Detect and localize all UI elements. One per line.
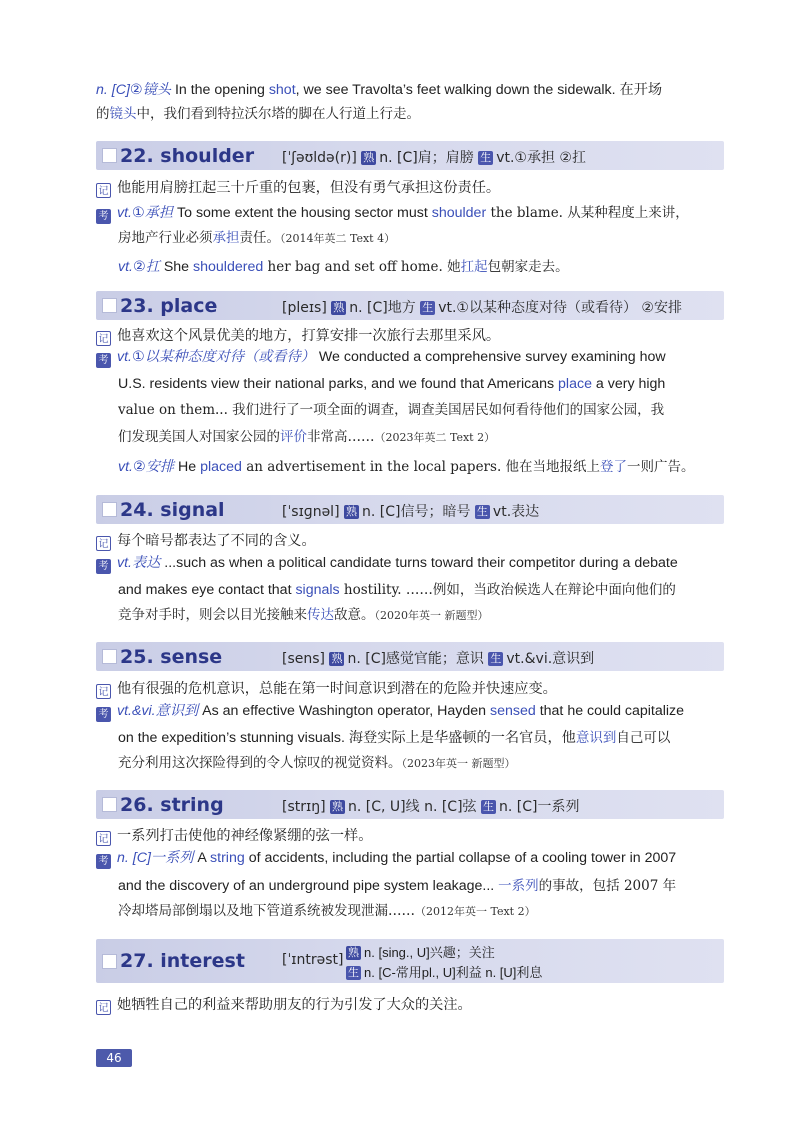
- familiar-tag-icon: 熟: [333, 301, 345, 314]
- memo-icon: 记: [96, 684, 111, 699]
- memo-line: 记 他有很强的危机意识，总能在第一时间意识到潜在的危险并快速应变。: [96, 679, 736, 699]
- example-translation: 们发现美国人对国家公园的评价非常高……（2023年英二 Text 2）: [118, 429, 496, 445]
- example-translation: 充分利用这次探险得到的令人惊叹的视觉资料。（2023年英一 新题型）: [118, 755, 516, 771]
- memo-icon: 记: [96, 183, 111, 198]
- entry-header-place: [96, 291, 724, 320]
- header-square-icon: [102, 502, 117, 517]
- familiar-tag-icon: 熟: [332, 800, 343, 813]
- familiar-tag-icon: 熟: [345, 505, 357, 518]
- memo-line: 记 每个暗号都表达了不同的含义。: [96, 531, 736, 551]
- entry-header-sense: [96, 642, 724, 671]
- exam-tag-icon: 生: [348, 967, 359, 979]
- entry-header-shoulder: [96, 141, 724, 170]
- example-line: 考 vt.①承担 To some extent the housing sector must shoulder the blame. 从某种程度上来讲，: [96, 203, 736, 224]
- memo-icon: 记: [96, 536, 111, 551]
- example-line: and the discovery of an underground pipe system leakage... 一系列的事故，包括 2007 年: [118, 878, 677, 894]
- memo-line: 记 一系列打击使他的神经像紧绷的弦一样。: [96, 826, 736, 846]
- phonetic: [ˈsɪɡnəl]: [282, 504, 340, 520]
- intro-line-1: n. [C]②镜头 In the opening shot, we see Travolta’s feet walking down the sidewalk. 在开场: [96, 82, 663, 98]
- memo-icon: 记: [96, 1000, 111, 1015]
- exam-icon: 考: [96, 209, 111, 224]
- exam-tag-icon: 生: [483, 800, 494, 813]
- example-line: 考 vt.①以某种态度对待（或看待） We conducted a comprehensive survey examining how: [96, 347, 736, 368]
- header-definitions: [sens] 熟 n. [C]感觉官能；意识 生 vt.&vi.意识到: [282, 651, 595, 667]
- exam-icon: 考: [96, 854, 111, 869]
- source-citation: （2012年英一 Text 2）: [415, 905, 536, 918]
- header-definitions: [strɪŋ] 熟 n. [C, U]线 n. [C]弦 生 n. [C]一系列: [282, 799, 580, 815]
- source-citation: （2020年英一 新题型）: [374, 609, 489, 622]
- familiar-tag-icon: 熟: [363, 151, 375, 164]
- example-translation: 房地产行业必须承担责任。（2014年英二 Text 4）: [118, 230, 396, 246]
- entry-header-string: [96, 790, 724, 819]
- example-line: value on them... 我们进行了一项全面的调查，调查美国居民如何看待他们的国家公园，我: [118, 402, 665, 418]
- exam-icon: 考: [96, 353, 111, 368]
- memo-icon: 记: [96, 831, 111, 846]
- example-line: vt.②安排 He placed an advertisement in the local papers. 他在当地报纸上登了一则广告。: [118, 459, 695, 475]
- example-line: vt.②扛 She shouldered her bag and set off home. 她扛起包朝家走去。: [118, 259, 569, 275]
- phonetic: [ˈɪntrəst]: [282, 952, 344, 968]
- entry-header-interest: [96, 939, 724, 983]
- phonetic: [sens]: [282, 651, 325, 667]
- phonetic: [pleɪs]: [282, 300, 327, 316]
- example-line: U.S. residents view their national parks, and we found that Americans place a very high: [118, 376, 666, 392]
- headword: 22. shoulder: [120, 145, 255, 167]
- header-definitions: [ˈʃəʊldə(r)] 熟 n. [C]肩；肩膀 生 vt.①承担 ②扛: [282, 150, 586, 166]
- intro-pos: n. [C]②镜头: [96, 82, 171, 98]
- header-definitions: [pleɪs] 熟 n. [C]地方 生 vt.①以某种态度对待（或看待） ②安排: [282, 300, 682, 316]
- example-line: 考 vt.表达 ...such as when a political candidate turns toward their competitor during a debate: [96, 553, 736, 574]
- entry-header-signal: [96, 495, 724, 524]
- header-square-icon: [102, 298, 117, 313]
- headword: 26. string: [120, 794, 224, 816]
- example-line: 考 n. [C]一系列 A string of accidents, including the partial collapse of a cooling tower in 2007: [96, 848, 736, 869]
- example-translation: 冷却塔局部倒塌以及地下管道系统被发现泄漏……（2012年英一 Text 2）: [118, 903, 536, 919]
- phonetic: [ˈʃəʊldə(r)]: [282, 150, 357, 166]
- header-definitions: [ˈsɪɡnəl] 熟 n. [C]信号；暗号 生 vt.表达: [282, 504, 540, 520]
- source-citation: （2023年英二 Text 2）: [374, 431, 496, 444]
- example-line: and makes eye contact that signals hostility. ……例如，当政治候选人在辩论中面向他们的: [118, 582, 676, 598]
- exam-tag-icon: 生: [422, 301, 434, 314]
- memo-line: 记 她牺牲自己的利益来帮助朋友的行为引发了大众的关注。: [96, 995, 736, 1015]
- header-square-icon: [102, 148, 117, 163]
- example-translation: 竞争对手时，则会以目光接触来传达敌意。（2020年英一 新题型）: [118, 607, 489, 623]
- phonetic: [strɪŋ]: [282, 799, 326, 815]
- memo-line: 记 他喜欢这个风景优美的地方，打算安排一次旅行去那里采风。: [96, 326, 736, 346]
- memo-icon: 记: [96, 331, 111, 346]
- example-line: on the expedition’s stunning visuals. 海登实际上是华盛顿的一名官员，他意识到自己可以: [118, 730, 671, 746]
- exam-tag-icon: 生: [476, 505, 488, 518]
- headword: 23. place: [120, 295, 218, 317]
- familiar-definition: 熟 n. [sing., U]兴趣；关注: [348, 945, 495, 960]
- familiar-tag-icon: 熟: [331, 652, 343, 665]
- source-citation: （2014年英二 Text 4）: [280, 232, 396, 245]
- headword: 24. signal: [120, 499, 225, 521]
- exam-definition: 生 n. [C-常用pl., U]利益 n. [U]利息: [348, 965, 543, 980]
- intro-line-2: 的镜头中，我们看到特拉沃尔塔的脚在人行道上行走。: [96, 106, 420, 122]
- header-square-icon: [102, 797, 117, 812]
- exam-icon: 考: [96, 559, 111, 574]
- page-number: 46: [96, 1049, 132, 1067]
- headword: 25. sense: [120, 646, 223, 668]
- familiar-tag-icon: 熟: [348, 947, 359, 959]
- exam-tag-icon: 生: [480, 151, 492, 164]
- memo-line: 记 他能用肩膀扛起三十斤重的包裹，但没有勇气承担这份责任。: [96, 178, 736, 198]
- exam-tag-icon: 生: [490, 652, 502, 665]
- source-citation: （2023年英一 新题型）: [401, 757, 516, 770]
- header-square-icon: [102, 954, 117, 969]
- exam-icon: 考: [96, 707, 111, 722]
- headword: 27. interest: [120, 950, 245, 972]
- header-square-icon: [102, 649, 117, 664]
- example-line: 考 vt.&vi.意识到 As an effective Washington operator, Hayden sensed that he could capitalize: [96, 701, 736, 722]
